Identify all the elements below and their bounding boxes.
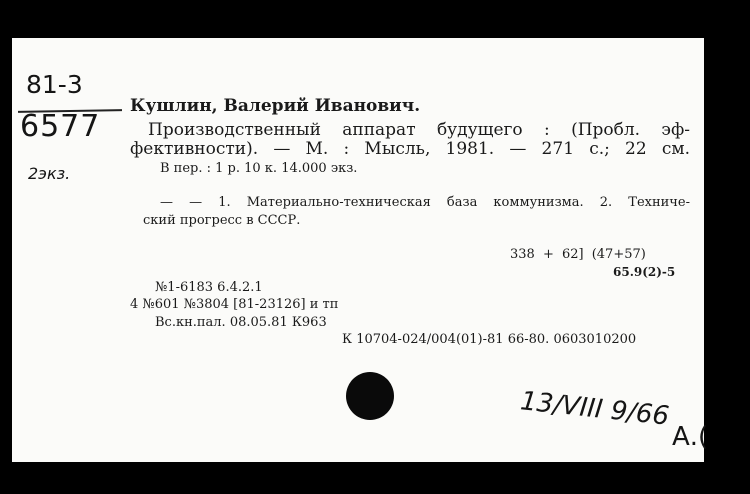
chamber-date-line: Вс.кн.пал. 08.05.81 К963 xyxy=(155,315,327,330)
title-line-1: Производственный аппарат будущего : (Пробл. эф- xyxy=(148,120,690,140)
title-line-2: фективности). — М. : Мысль, 1981. — 271 с.; 22 см. xyxy=(130,139,690,159)
subjects-line-2: ский прогресс в СССР. xyxy=(143,213,301,228)
handwritten-date-note: 13/VIII 9/66 xyxy=(518,386,671,432)
card-number: №1-6183 6.4.2.1 xyxy=(155,280,263,295)
udc-index: 338 + 62] (47+57) xyxy=(510,247,646,262)
author-heading: Кушлин, Валерий Иванович. xyxy=(130,96,421,116)
handwritten-shelf-code: 81-3 xyxy=(26,70,83,99)
handwritten-copies-note: 2экз. xyxy=(28,164,71,183)
handwritten-inventory-number: 6577 xyxy=(20,109,101,144)
bbk-index: 65.9(2)-5 xyxy=(613,265,676,279)
card-punch-hole xyxy=(346,372,394,420)
catalog-card xyxy=(12,38,709,462)
subjects-line-1: — — 1. Материально-техническая база коммунизма. 2. Техниче- xyxy=(160,195,690,210)
classification-code-line: К 10704-024/004(01)-81 66-80. 0603010200 xyxy=(342,332,637,347)
handwritten-edge-mark: А.( xyxy=(672,422,709,452)
order-line: 4 №601 №3804 [81-23126] и тп xyxy=(130,297,339,312)
price-line: В пер. : 1 р. 10 к. 14.000 экз. xyxy=(160,161,358,176)
